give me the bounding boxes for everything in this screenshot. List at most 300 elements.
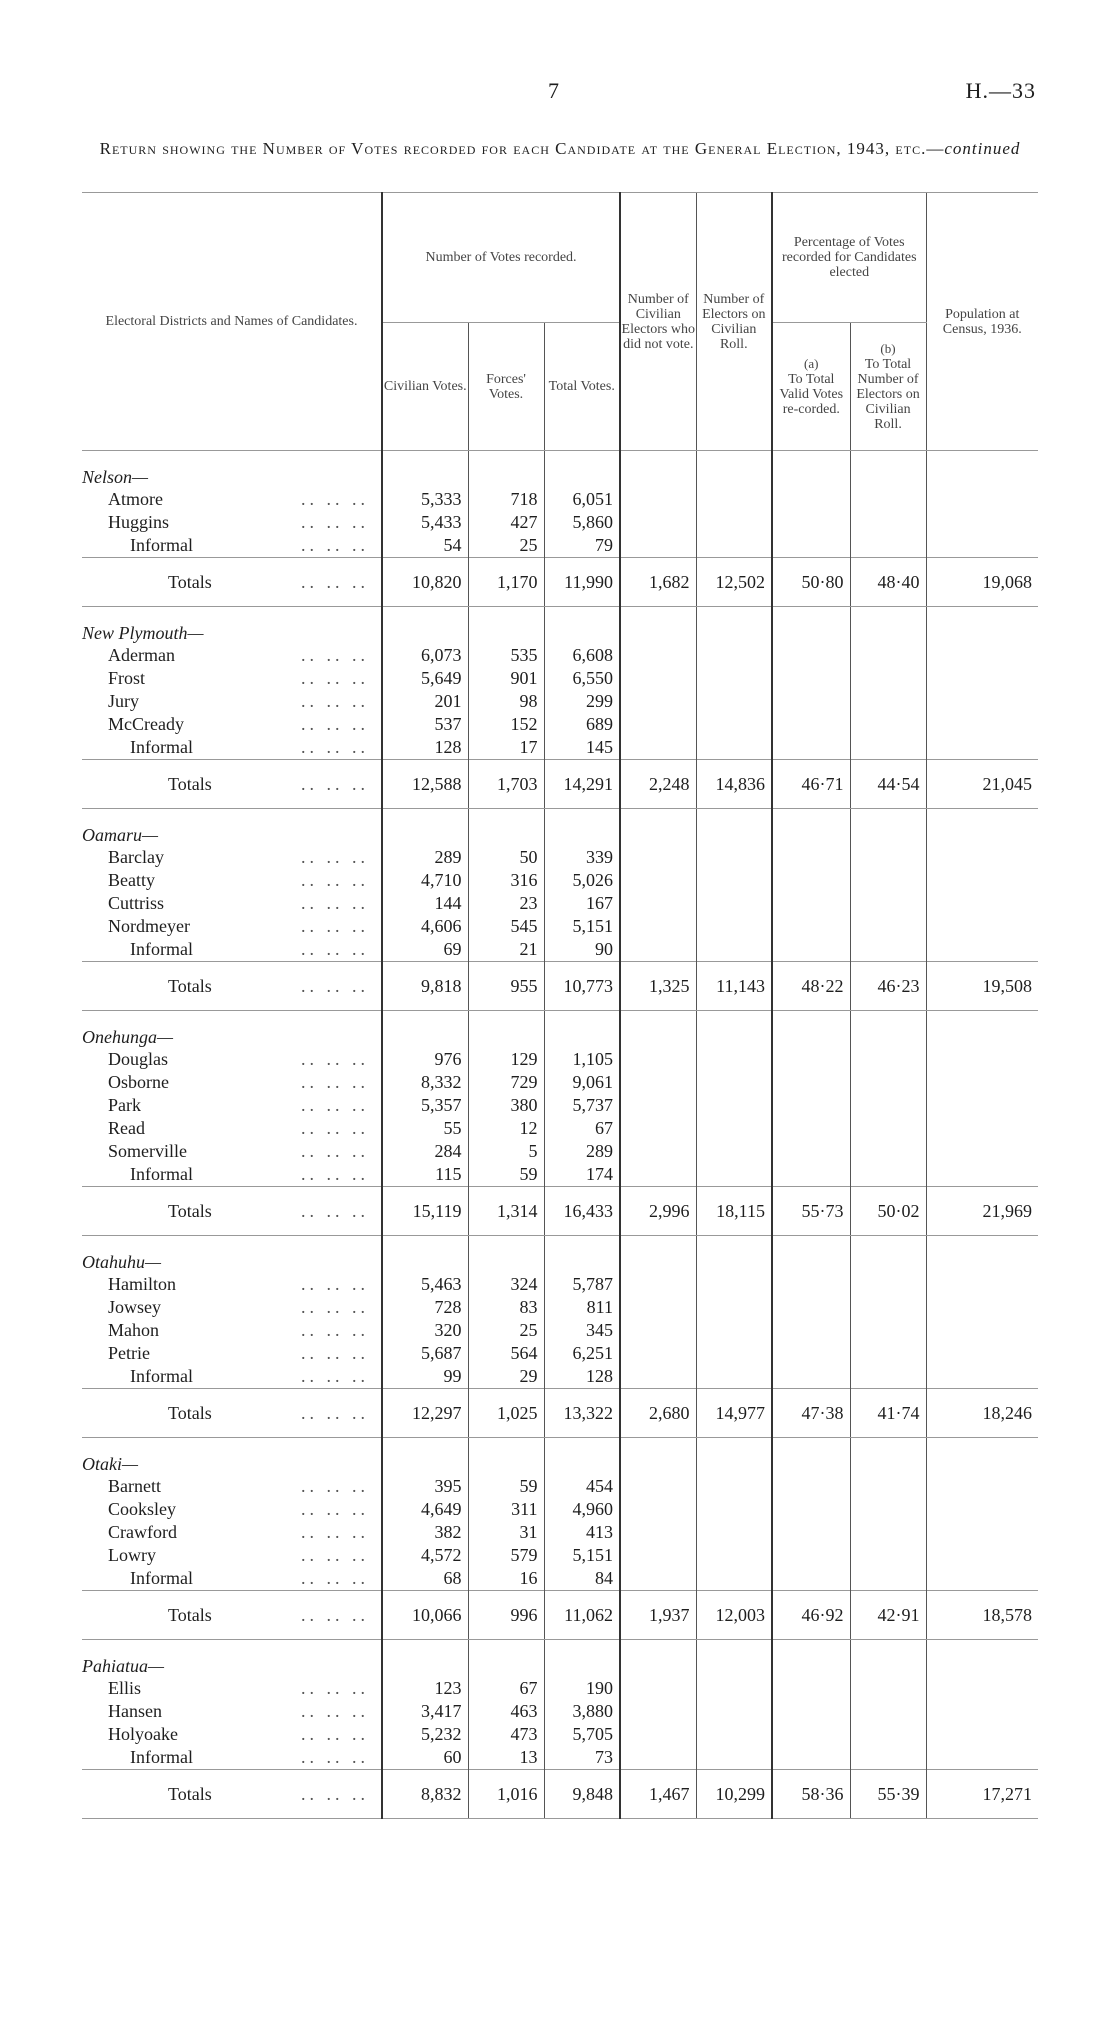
leader-dots: .. .. .. <box>301 1522 369 1542</box>
leader-dots: .. .. .. <box>301 1343 369 1363</box>
civilian-votes-cell: 99 <box>382 1365 468 1389</box>
forces-votes-cell: 729 <box>468 1071 544 1094</box>
empty-cell <box>772 1700 850 1723</box>
empty-cell <box>382 1438 468 1476</box>
total-votes-cell: 5,026 <box>544 869 620 892</box>
empty-cell <box>696 892 772 915</box>
candidate-cell <box>82 1498 382 1521</box>
total-votes-cell: 4,960 <box>544 1498 620 1521</box>
empty-cell <box>696 1723 772 1746</box>
total-votes-cell: 5,151 <box>544 915 620 938</box>
empty-cell <box>772 1567 850 1591</box>
totals-cell <box>82 558 382 607</box>
leader-dots: .. .. .. <box>301 1724 369 1744</box>
forces-votes-cell: 380 <box>468 1094 544 1117</box>
empty-cell <box>772 809 850 847</box>
candidate-name: Somerville <box>108 1141 187 1161</box>
empty-cell <box>468 607 544 645</box>
candidate-row <box>82 1140 1038 1163</box>
col-header-civilian: Civilian Votes. <box>382 323 468 451</box>
empty-cell <box>772 1640 850 1678</box>
candidate-name: Park <box>108 1095 141 1115</box>
empty-cell <box>696 938 772 962</box>
candidate-name: Osborne <box>108 1072 169 1092</box>
totals-label: Totals <box>168 571 212 592</box>
empty-cell <box>696 809 772 847</box>
forces-votes-cell: 25 <box>468 534 544 558</box>
leader-dots: .. .. .. <box>301 512 369 532</box>
empty-cell <box>772 667 850 690</box>
totals-row <box>82 1187 1038 1236</box>
total-votes-cell: 345 <box>544 1319 620 1342</box>
empty-cell <box>468 809 544 847</box>
empty-cell <box>772 1296 850 1319</box>
civilian-votes-cell: 382 <box>382 1521 468 1544</box>
total-votes-cell: 454 <box>544 1475 620 1498</box>
total-did-not-vote-cell: 2,248 <box>620 760 696 809</box>
empty-cell <box>772 1236 850 1274</box>
leader-dots: .. .. .. <box>301 1366 369 1386</box>
district-row <box>82 607 1038 645</box>
informal-row <box>82 1163 1038 1187</box>
candidate-row <box>82 1296 1038 1319</box>
candidate-name: Huggins <box>108 512 170 532</box>
candidate-cell <box>82 1163 382 1187</box>
empty-cell <box>620 534 696 558</box>
district-row <box>82 809 1038 847</box>
forces-votes-cell: 901 <box>468 667 544 690</box>
empty-cell <box>772 1163 850 1187</box>
empty-cell <box>620 1342 696 1365</box>
candidate-cell <box>82 1117 382 1140</box>
total-votes-cell: 3,880 <box>544 1700 620 1723</box>
empty-cell <box>620 1071 696 1094</box>
empty-cell <box>850 534 926 558</box>
empty-cell <box>620 736 696 760</box>
forces-votes-cell: 23 <box>468 892 544 915</box>
totals-label: Totals <box>168 773 212 794</box>
informal-row <box>82 736 1038 760</box>
total-pct-b-cell: 44·54 <box>850 760 926 809</box>
empty-cell <box>620 1438 696 1476</box>
candidate-cell <box>82 1048 382 1071</box>
empty-cell <box>620 1567 696 1591</box>
total-pct-a-cell: 50·80 <box>772 558 850 607</box>
leader-dots: .. .. .. <box>301 773 369 794</box>
candidate-row <box>82 869 1038 892</box>
candidate-cell <box>82 1521 382 1544</box>
pct-b-label: (b) <box>880 341 896 356</box>
empty-cell <box>850 1640 926 1678</box>
total-total-cell: 11,990 <box>544 558 620 607</box>
totals-cell <box>82 760 382 809</box>
leader-dots: .. .. .. <box>301 489 369 509</box>
empty-cell <box>772 846 850 869</box>
civilian-votes-cell: 123 <box>382 1677 468 1700</box>
civilian-votes-cell: 5,433 <box>382 511 468 534</box>
civilian-votes-cell: 6,073 <box>382 644 468 667</box>
total-civilian-cell: 8,832 <box>382 1770 468 1819</box>
leader-dots: .. .. .. <box>301 870 369 890</box>
empty-cell <box>620 1236 696 1274</box>
empty-cell <box>620 713 696 736</box>
col-header-percentage-group: Percentage of Votes recorded for Candidates elected <box>772 193 926 323</box>
empty-cell <box>696 1011 772 1049</box>
pct-b-text: To Total Number of Electors on Civilian Roll. <box>856 357 920 432</box>
empty-cell <box>926 1365 1038 1389</box>
informal-row <box>82 1365 1038 1389</box>
candidate-name: Mahon <box>108 1320 159 1340</box>
forces-votes-cell: 535 <box>468 644 544 667</box>
empty-cell <box>696 1342 772 1365</box>
leader-dots: .. .. .. <box>301 1568 369 1588</box>
empty-cell <box>696 1117 772 1140</box>
candidate-name: Informal <box>130 1366 193 1386</box>
empty-cell <box>850 1273 926 1296</box>
empty-cell <box>696 690 772 713</box>
candidate-name: Jowsey <box>108 1297 161 1317</box>
totals-row <box>82 760 1038 809</box>
empty-cell <box>926 1640 1038 1678</box>
candidate-cell <box>82 511 382 534</box>
forces-votes-cell: 564 <box>468 1342 544 1365</box>
empty-cell <box>620 1140 696 1163</box>
candidate-row <box>82 690 1038 713</box>
col-header-electors: Number of Electors on Civilian Roll. <box>696 193 772 451</box>
candidate-cell <box>82 644 382 667</box>
total-total-cell: 16,433 <box>544 1187 620 1236</box>
leader-dots: .. .. .. <box>301 1747 369 1767</box>
empty-cell <box>772 938 850 962</box>
forces-votes-cell: 12 <box>468 1117 544 1140</box>
district-name: Pahiatua— <box>82 1656 165 1676</box>
totals-label: Totals <box>168 1783 212 1804</box>
empty-cell <box>772 488 850 511</box>
leader-dots: .. .. .. <box>301 1274 369 1294</box>
empty-cell <box>772 892 850 915</box>
empty-cell <box>850 1094 926 1117</box>
forces-votes-cell: 579 <box>468 1544 544 1567</box>
total-pct-b-cell: 55·39 <box>850 1770 926 1819</box>
empty-cell <box>850 644 926 667</box>
candidate-cell <box>82 667 382 690</box>
empty-cell <box>850 1723 926 1746</box>
leader-dots: .. .. .. <box>301 1164 369 1184</box>
empty-cell <box>620 1048 696 1071</box>
empty-cell <box>620 915 696 938</box>
empty-cell <box>850 1498 926 1521</box>
col-header-did-not-vote: Number of Civilian Electors who did not vote. <box>620 193 696 451</box>
leader-dots: .. .. .. <box>301 916 369 936</box>
empty-cell <box>850 1438 926 1476</box>
total-votes-cell: 79 <box>544 534 620 558</box>
empty-cell <box>696 846 772 869</box>
empty-cell <box>772 1475 850 1498</box>
candidate-name: Ellis <box>108 1678 142 1698</box>
empty-cell <box>850 809 926 847</box>
empty-cell <box>544 451 620 489</box>
empty-cell <box>850 1700 926 1723</box>
forces-votes-cell: 21 <box>468 938 544 962</box>
forces-votes-cell: 316 <box>468 869 544 892</box>
candidate-name: McCready <box>108 714 184 734</box>
candidate-cell <box>82 1140 382 1163</box>
leader-dots: .. .. .. <box>301 535 369 555</box>
empty-cell <box>696 1567 772 1591</box>
candidate-cell <box>82 1677 382 1700</box>
candidate-row <box>82 846 1038 869</box>
empty-cell <box>926 809 1038 847</box>
empty-cell <box>926 1567 1038 1591</box>
empty-cell <box>772 1094 850 1117</box>
total-votes-cell: 84 <box>544 1567 620 1591</box>
empty-cell <box>772 1048 850 1071</box>
document-reference: H.—33 <box>965 78 1036 103</box>
empty-cell <box>772 511 850 534</box>
empty-cell <box>696 1273 772 1296</box>
empty-cell <box>926 1700 1038 1723</box>
empty-cell <box>620 1544 696 1567</box>
empty-cell <box>850 1475 926 1498</box>
empty-cell <box>544 809 620 847</box>
civilian-votes-cell: 201 <box>382 690 468 713</box>
candidate-row <box>82 915 1038 938</box>
empty-cell <box>544 1236 620 1274</box>
empty-cell <box>772 1140 850 1163</box>
empty-cell <box>850 1236 926 1274</box>
empty-cell <box>926 644 1038 667</box>
empty-cell <box>620 869 696 892</box>
empty-cell <box>850 1296 926 1319</box>
total-population-cell: 21,045 <box>926 760 1038 809</box>
empty-cell <box>696 511 772 534</box>
candidate-row <box>82 667 1038 690</box>
total-electors-cell: 11,143 <box>696 962 772 1011</box>
forces-votes-cell: 5 <box>468 1140 544 1163</box>
candidate-name: Read <box>108 1118 145 1138</box>
total-electors-cell: 18,115 <box>696 1187 772 1236</box>
leader-dots: .. .. .. <box>301 1049 369 1069</box>
candidate-cell <box>82 736 382 760</box>
total-forces-cell: 1,016 <box>468 1770 544 1819</box>
candidate-name: Holyoake <box>108 1724 178 1744</box>
totals-row <box>82 1389 1038 1438</box>
total-forces-cell: 1,170 <box>468 558 544 607</box>
empty-cell <box>696 1677 772 1700</box>
empty-cell <box>696 915 772 938</box>
empty-cell <box>772 1342 850 1365</box>
empty-cell <box>772 1677 850 1700</box>
forces-votes-cell: 67 <box>468 1677 544 1700</box>
empty-cell <box>772 1438 850 1476</box>
empty-cell <box>620 1521 696 1544</box>
empty-cell <box>620 667 696 690</box>
empty-cell <box>850 451 926 489</box>
district-row <box>82 451 1038 489</box>
empty-cell <box>696 1140 772 1163</box>
empty-cell <box>772 1746 850 1770</box>
candidate-row <box>82 1342 1038 1365</box>
candidate-cell <box>82 869 382 892</box>
empty-cell <box>620 1640 696 1678</box>
pct-a-text: To Total Valid Votes re-corded. <box>779 372 844 417</box>
civilian-votes-cell: 5,333 <box>382 488 468 511</box>
title-main: Return showing the Number of Votes recorded for each Candidate at the General Election, 1943, etc.— <box>99 139 945 158</box>
empty-cell <box>696 1296 772 1319</box>
candidate-cell <box>82 1567 382 1591</box>
total-pct-b-cell: 42·91 <box>850 1591 926 1640</box>
col-header-votes-group: Number of Votes recorded. <box>382 193 620 323</box>
total-civilian-cell: 10,066 <box>382 1591 468 1640</box>
candidate-cell <box>82 1700 382 1723</box>
candidate-name: Beatty <box>108 870 155 890</box>
candidate-cell <box>82 1365 382 1389</box>
candidate-cell <box>82 1544 382 1567</box>
candidate-row <box>82 1521 1038 1544</box>
empty-cell <box>850 1163 926 1187</box>
forces-votes-cell: 13 <box>468 1746 544 1770</box>
total-pct-a-cell: 55·73 <box>772 1187 850 1236</box>
total-pct-a-cell: 47·38 <box>772 1389 850 1438</box>
total-votes-cell: 289 <box>544 1140 620 1163</box>
leader-dots: .. .. .. <box>301 1499 369 1519</box>
totals-row <box>82 1591 1038 1640</box>
total-population-cell: 18,578 <box>926 1591 1038 1640</box>
leader-dots: .. .. .. <box>301 975 369 996</box>
candidate-name: Frost <box>108 668 146 688</box>
total-votes-cell: 145 <box>544 736 620 760</box>
empty-cell <box>772 451 850 489</box>
leader-dots: .. .. .. <box>301 691 369 711</box>
empty-cell <box>926 1296 1038 1319</box>
total-forces-cell: 1,025 <box>468 1389 544 1438</box>
civilian-votes-cell: 4,606 <box>382 915 468 938</box>
total-votes-cell: 5,787 <box>544 1273 620 1296</box>
empty-cell <box>696 1365 772 1389</box>
empty-cell <box>772 869 850 892</box>
forces-votes-cell: 59 <box>468 1475 544 1498</box>
civilian-votes-cell: 395 <box>382 1475 468 1498</box>
total-votes-cell: 128 <box>544 1365 620 1389</box>
empty-cell <box>696 607 772 645</box>
district-name: Otahuhu— <box>82 1252 162 1272</box>
empty-cell <box>544 1640 620 1678</box>
empty-cell <box>772 1521 850 1544</box>
empty-cell <box>544 1011 620 1049</box>
empty-cell <box>620 1475 696 1498</box>
civilian-votes-cell: 55 <box>382 1117 468 1140</box>
civilian-votes-cell: 289 <box>382 846 468 869</box>
empty-cell <box>468 1011 544 1049</box>
total-pct-a-cell: 46·92 <box>772 1591 850 1640</box>
total-pct-b-cell: 41·74 <box>850 1389 926 1438</box>
empty-cell <box>620 1677 696 1700</box>
empty-cell <box>696 1521 772 1544</box>
district-name: Onehunga— <box>82 1027 173 1047</box>
candidate-cell <box>82 488 382 511</box>
table-body <box>82 451 1038 1819</box>
totals-row <box>82 962 1038 1011</box>
empty-cell <box>850 915 926 938</box>
total-total-cell: 11,062 <box>544 1591 620 1640</box>
total-votes-cell: 73 <box>544 1746 620 1770</box>
candidate-row <box>82 644 1038 667</box>
candidate-row <box>82 488 1038 511</box>
empty-cell <box>850 713 926 736</box>
total-civilian-cell: 10,820 <box>382 558 468 607</box>
empty-cell <box>850 511 926 534</box>
forces-votes-cell: 324 <box>468 1273 544 1296</box>
empty-cell <box>850 607 926 645</box>
empty-cell <box>620 846 696 869</box>
empty-cell <box>850 736 926 760</box>
totals-row <box>82 1770 1038 1819</box>
empty-cell <box>696 1475 772 1498</box>
candidate-cell <box>82 1071 382 1094</box>
civilian-votes-cell: 144 <box>382 892 468 915</box>
total-votes-cell: 299 <box>544 690 620 713</box>
total-civilian-cell: 12,588 <box>382 760 468 809</box>
candidate-cell <box>82 1475 382 1498</box>
empty-cell <box>850 667 926 690</box>
empty-cell <box>696 1700 772 1723</box>
civilian-votes-cell: 60 <box>382 1746 468 1770</box>
leader-dots: .. .. .. <box>301 1476 369 1496</box>
leader-dots: .. .. .. <box>301 668 369 688</box>
forces-votes-cell: 427 <box>468 511 544 534</box>
col-header-population: Population at Census, 1936. <box>926 193 1038 451</box>
candidate-cell <box>82 534 382 558</box>
forces-votes-cell: 29 <box>468 1365 544 1389</box>
district-row <box>82 1011 1038 1049</box>
total-votes-cell: 167 <box>544 892 620 915</box>
total-did-not-vote-cell: 2,996 <box>620 1187 696 1236</box>
candidate-name: Informal <box>130 939 193 959</box>
totals-cell <box>82 962 382 1011</box>
candidate-name: Douglas <box>108 1049 168 1069</box>
candidate-row <box>82 1700 1038 1723</box>
col-header-pct-a <box>772 323 850 451</box>
empty-cell <box>926 1342 1038 1365</box>
candidate-name: Informal <box>130 737 193 757</box>
total-pct-b-cell: 48·40 <box>850 558 926 607</box>
leader-dots: .. .. .. <box>301 893 369 913</box>
empty-cell <box>850 1319 926 1342</box>
empty-cell <box>620 892 696 915</box>
candidate-name: Jury <box>108 691 139 711</box>
candidate-row <box>82 892 1038 915</box>
empty-cell <box>772 1544 850 1567</box>
total-votes-cell: 67 <box>544 1117 620 1140</box>
empty-cell <box>926 1236 1038 1274</box>
empty-cell <box>850 1567 926 1591</box>
empty-cell <box>926 1746 1038 1770</box>
totals-label: Totals <box>168 1200 212 1221</box>
empty-cell <box>620 1319 696 1342</box>
leader-dots: .. .. .. <box>301 1320 369 1340</box>
candidate-name: Barnett <box>108 1476 161 1496</box>
civilian-votes-cell: 728 <box>382 1296 468 1319</box>
candidate-row <box>82 511 1038 534</box>
empty-cell <box>926 1117 1038 1140</box>
candidate-name: Petrie <box>108 1343 150 1363</box>
empty-cell <box>468 1640 544 1678</box>
informal-row <box>82 938 1038 962</box>
leader-dots: .. .. .. <box>301 1297 369 1317</box>
candidate-cell <box>82 1094 382 1117</box>
totals-cell <box>82 1770 382 1819</box>
total-votes-cell: 5,860 <box>544 511 620 534</box>
